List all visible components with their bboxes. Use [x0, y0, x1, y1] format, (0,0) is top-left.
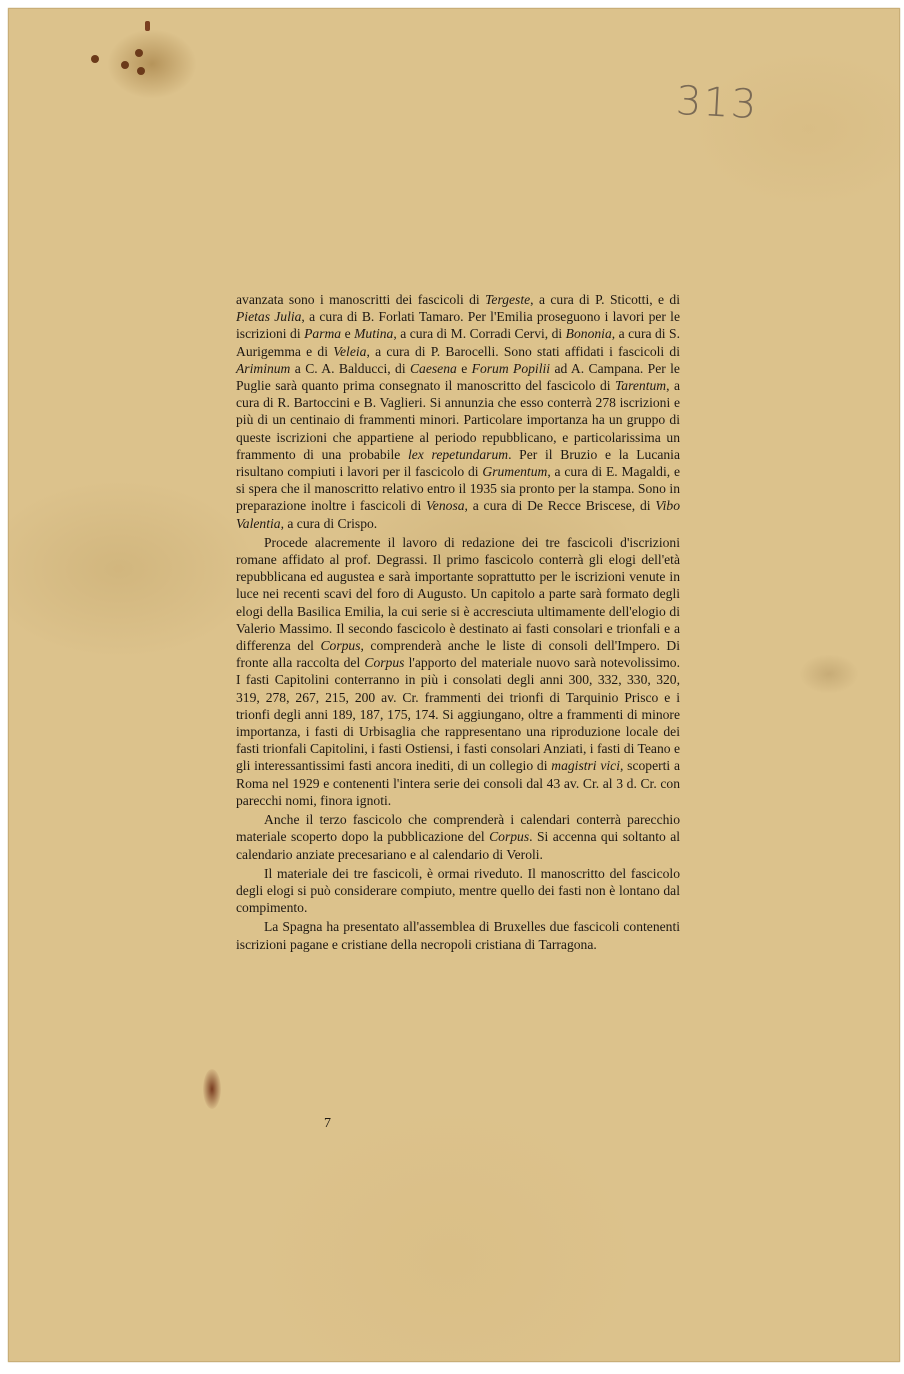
text-run: La Spagna ha presentato all'assemblea di Bruxelles due fascicoli contenenti iscrizioni pagane e cristiane della necropoli cristiana di Tarragona.: [236, 919, 680, 952]
text-run: Anche il terzo fascicolo che comprenderà i calendari conterrà parecchio materiale scoperto dopo la pubblicazione del: [236, 812, 680, 845]
italic-text: Tergeste: [485, 292, 531, 307]
text-run: avanzata sono i manoscritti dei fascicoli di: [236, 292, 486, 307]
italic-text: Grumentum: [482, 464, 548, 480]
italic-text: Tarentum: [614, 378, 667, 394]
italic-text: Ariminum: [236, 360, 291, 376]
ink-spot: [145, 21, 150, 31]
text-run: , a cura di Crispo.: [280, 515, 378, 531]
handwritten-page-number: 313: [674, 77, 760, 129]
italic-text: Venosa: [426, 498, 465, 514]
ink-spot: [137, 67, 145, 75]
ink-drip: [203, 1069, 221, 1109]
text-run: . Per il Bruzio e la Lucania risultano compiuti i lavori per il fascicolo di: [236, 446, 680, 480]
paragraph-p2: [236, 534, 680, 809]
text-run: , comprenderà anche le liste di consoli dell'Impero. Di fronte alla raccolta del: [236, 638, 680, 671]
italic-text: Pietas Julia: [236, 309, 302, 325]
ink-spot: [91, 55, 99, 63]
text-run: , a cura di S. Aurigemma e di: [236, 326, 680, 359]
text-run: , a cura di De Recce Briscese, di: [464, 498, 656, 514]
text-run: e: [456, 360, 472, 376]
paper-smudge: [799, 654, 859, 694]
folio-number: 7: [324, 1116, 331, 1131]
text-run: , a cura di M. Corradi Cervi, di: [393, 326, 566, 342]
text-run: , a cura di P. Barocelli. Sono stati affidati i fascicoli di: [366, 343, 680, 359]
text-run: Procede alacremente il lavoro di redazione dei tre fascicoli d'iscrizioni romane affidato al prof. Degrassi. Il primo fascicolo conterrà gli elogi dell'età repubblicana ed augustea e sarà importante soprattutto per le iscrizioni venute in luce nei recenti scavi del foro di Augusto. Un capitolo a parte sarà formato degli elogi della Basilica Emilia, la cui serie si è accresciuta ultimamente dell'elogio di Valerio Massimo. Il secondo fascicolo è destinato ai fasti consolari e trionfali e a differenza del: [236, 534, 680, 654]
ink-spot: [121, 61, 129, 69]
paragraph-p5: [236, 918, 680, 952]
text-run: , a cura di R. Bartoccini e B. Vaglieri. Si annunzia che esso conterrà 278 iscrizioni e più di un centinaio di frammenti minori. Particolare importanza ha un gruppo di queste iscrizioni che appartiene al periodo repubblicano, e particolarissima un frammento di una probabile: [236, 378, 680, 462]
text-run: , a cura di B. Forlati Tamaro. Per l'Emilia proseguono i lavori per le iscrizioni di: [236, 309, 680, 342]
italic-text: Parma: [304, 326, 342, 342]
text-run: , a cura di P. Sticotti, e di: [530, 292, 680, 307]
paragraph-p4: [236, 865, 680, 917]
body-text: [236, 291, 680, 953]
text-run: . Si accenna qui soltanto al calendario anziate precesariano e al calendario di Veroli.: [236, 829, 681, 862]
ink-spot: [135, 49, 143, 57]
italic-text: Corpus: [320, 638, 361, 654]
italic-text: magistri vici: [551, 758, 620, 774]
text-run: e: [341, 326, 355, 342]
italic-text: lex repetundarum: [408, 446, 509, 462]
text-run: , a cura di E. Magaldi, e si spera che il manoscritto relativo entro il 1935 sia pronto per la stampa. Sono in preparazione inoltre i fascicoli di: [236, 464, 680, 514]
italic-text: Corpus: [489, 829, 530, 845]
italic-text: Caesena: [409, 360, 457, 376]
text-run: l'apporto del materiale nuovo sarà notevolissimo. I fasti Capitolini conterranno in più i consolati degli anni 300, 332, 330, 320, 319, 278, 267, 215, 200 av. Cr. frammenti dei trionfi di Tarquinio Prisco e i trionfi degli anni 189, 187, 175, 174. Si aggiungano, oltre a frammenti di minore importanza, i fasti di Urbisaglia che rappresentano una riproduzione locale dei fasti trionfali Capitolini, i fasti Ostiensi, i fasti consolari Anziati, i fasti di Teano e gli interessantissimi fasti ancora inediti, di un collegio di: [236, 655, 680, 774]
italic-text: Corpus: [364, 655, 405, 671]
italic-text: Forum Popilii: [471, 360, 551, 376]
italic-text: Vibo Valentia: [236, 498, 680, 531]
italic-text: Mutina: [354, 326, 394, 342]
text-run: ad A. Campana. Per le Puglie sarà quanto prima consegnato il manoscritto del fascicolo di: [236, 360, 680, 394]
paragraph-p1: [236, 291, 680, 532]
paragraph-p3: [236, 811, 680, 863]
italic-text: Veleia: [333, 343, 367, 359]
italic-text: Bononia: [565, 326, 612, 342]
text-run: Il materiale dei tre fascicoli, è ormai riveduto. Il manoscritto del fascicolo degli elogi si può considerare compiuto, mentre quello dei fasti non è lontano dal compimento.: [236, 865, 680, 916]
text-run: a C. A. Balducci, di: [290, 360, 410, 376]
text-run: , scoperti a Roma nel 1929 e contenenti l'intera serie dei consoli dal 43 av. Cr. al 3 d. Cr. con parecchi nomi, finora ignoti.: [236, 758, 681, 808]
